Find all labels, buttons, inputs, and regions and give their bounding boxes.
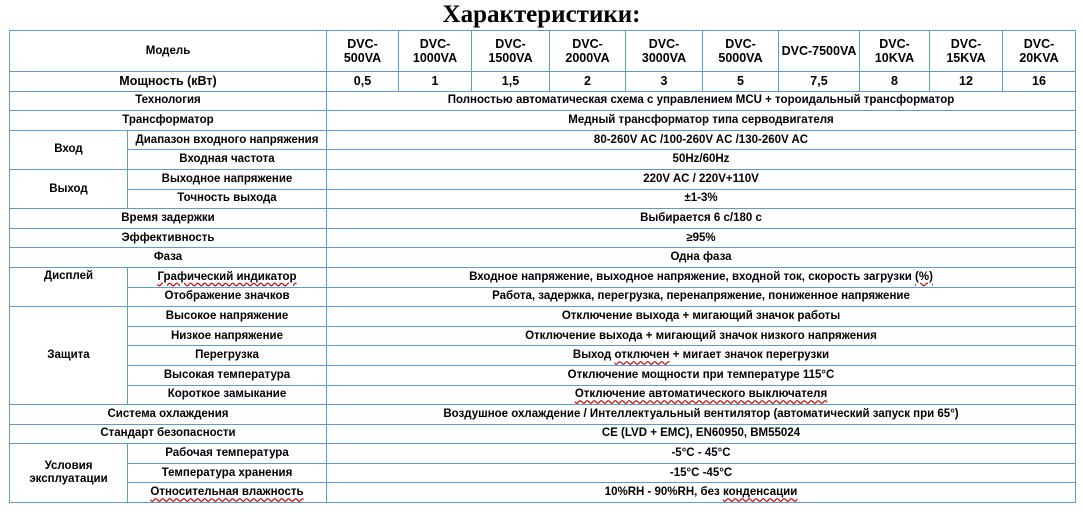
input-range-row [10, 130, 1076, 150]
display-graphic-row [10, 267, 1076, 287]
display-icons-row [10, 287, 1076, 307]
output-voltage-value: 220V AC / 220V+110V [327, 169, 1076, 189]
conditions-storage-temp-row [10, 463, 1076, 483]
display-graphic-value-text: Входное напряжение, выходное напряжение, входной ток, скорость загрузки [469, 270, 912, 283]
model-cell: DVC-500VA [327, 31, 399, 72]
model-cell: DVC-1000VA [399, 31, 472, 72]
input-group-label: Вход [10, 130, 128, 169]
protection-overload-value [327, 346, 1076, 366]
cooling-row [10, 405, 1076, 425]
protection-short-circuit-label: Короткое замыкание [128, 385, 327, 405]
conditions-work-temp-value: -5°C - 45°C [327, 444, 1076, 464]
delay-value: Выбирается 6 с/180 с [327, 209, 1076, 229]
display-icons-label: Отображение значков [128, 287, 327, 307]
model-header-label: Модель [10, 31, 327, 72]
output-accuracy-value: ±1-3% [327, 189, 1076, 209]
display-graphic-label [128, 267, 327, 287]
protection-low-voltage-value: Отключение выхода + мигающий значок низкого напряжения [327, 326, 1076, 346]
power-value: 0,5 [327, 72, 399, 92]
output-voltage-label: Выходное напряжение [128, 169, 327, 189]
power-value: 1,5 [472, 72, 550, 92]
model-cell: DVC-7500VA [779, 31, 860, 72]
efficiency-label: Эффективность [10, 228, 327, 248]
cooling-value: Воздушное охлаждение / Интеллектуальный вентилятор (автоматический запуск при 65°) [327, 405, 1076, 425]
phase-label: Фаза [10, 248, 327, 268]
protection-high-temp-row [10, 365, 1076, 385]
power-value: 5 [703, 72, 779, 92]
model-cell: DVC-20KVA [1003, 31, 1076, 72]
protection-high-voltage-label: Высокое напряжение [128, 307, 327, 327]
input-frequency-value: 50Hz/60Hz [327, 150, 1076, 170]
protection-short-circuit-row [10, 385, 1076, 405]
page-title: Характеристики: [442, 1, 641, 28]
protection-short-circuit-value-text: Отключение автоматического выключателя [574, 388, 828, 401]
power-value: 1 [399, 72, 472, 92]
protection-overload-value-c: + мигает значок перегрузки [672, 349, 830, 362]
power-value: 3 [626, 72, 703, 92]
display-graphic-value-unit: (%) [915, 270, 933, 283]
protection-high-temp-label: Высокая температура [128, 365, 327, 385]
phase-row [10, 248, 1076, 268]
conditions-work-temp-label: Рабочая температура [128, 444, 327, 464]
conditions-humidity-row [10, 483, 1076, 503]
conditions-humidity-label-text: Относительная влажность [150, 486, 304, 499]
power-value: 16 [1003, 72, 1076, 92]
protection-high-voltage-value: Отключение выхода + мигающий значок работы [327, 307, 1076, 327]
power-value: 2 [550, 72, 626, 92]
output-accuracy-row [10, 189, 1076, 209]
input-range-label: Диапазон входного напряжения [128, 130, 327, 150]
table-header-row [10, 31, 1076, 72]
phase-value: Одна фаза [327, 248, 1076, 268]
display-group-label: Дисплей [10, 267, 128, 306]
protection-high-voltage-row [10, 307, 1076, 327]
transformer-row [10, 111, 1076, 131]
efficiency-row [10, 228, 1076, 248]
technology-value: Полностью автоматическая схема с управлением MCU + тороидальный трансформатор [327, 91, 1076, 111]
display-graphic-label-text: Графический индикатор [157, 270, 297, 283]
protection-overload-value-a: Выход [572, 349, 612, 362]
model-cell: DVC-2000VA [550, 31, 626, 72]
transformer-value: Медный трансформатор типа серводвигателя [327, 111, 1076, 131]
model-cell: DVC-5000VA [703, 31, 779, 72]
technology-label: Технология [10, 91, 327, 111]
model-cell: DVC-10KVA [860, 31, 930, 72]
output-accuracy-label: Точность выхода [128, 189, 327, 209]
output-voltage-row [10, 169, 1076, 189]
display-icons-value: Работа, задержка, перегрузка, перенапряжение, пониженное напряжение [327, 287, 1076, 307]
conditions-humidity-value-b: конденсации [722, 486, 798, 499]
protection-overload-value-b: отключен [614, 349, 670, 362]
transformer-label: Трансформатор [10, 111, 327, 131]
delay-label: Время задержки [10, 209, 327, 229]
power-value: 8 [860, 72, 930, 92]
protection-high-temp-value: Отключение мощности при температуре 115°C [327, 365, 1076, 385]
efficiency-value: ≥95% [327, 228, 1076, 248]
safety-value: CE (LVD + EMC), EN60950, BM55024 [327, 424, 1076, 444]
power-value: 12 [930, 72, 1003, 92]
safety-row [10, 424, 1076, 444]
protection-low-voltage-label: Низкое напряжение [128, 326, 327, 346]
specifications-table [9, 30, 1076, 503]
input-frequency-label: Входная частота [128, 150, 327, 170]
input-range-value: 80-260V AC /100-260V AC /130-260V AC [327, 130, 1076, 150]
conditions-humidity-value-a: 10%RH - 90%RH, без [604, 486, 720, 499]
technology-row [10, 91, 1076, 111]
model-cell: DVC-1500VA [472, 31, 550, 72]
power-row [10, 72, 1076, 92]
conditions-work-temp-row [10, 444, 1076, 464]
conditions-humidity-label [128, 483, 327, 503]
power-label: Мощность (кВт) [10, 72, 327, 92]
input-frequency-row [10, 150, 1076, 170]
model-cell: DVC-3000VA [626, 31, 703, 72]
protection-low-voltage-row [10, 326, 1076, 346]
conditions-humidity-value [327, 483, 1076, 503]
power-value: 7,5 [779, 72, 860, 92]
cooling-label: Система охлаждения [10, 405, 327, 425]
conditions-group-label: Условия эксплуатации [10, 444, 128, 503]
protection-group-label: Защита [10, 307, 128, 405]
protection-overload-row [10, 346, 1076, 366]
output-group-label: Выход [10, 169, 128, 208]
protection-overload-label: Перегрузка [128, 346, 327, 366]
display-graphic-value [327, 267, 1076, 287]
conditions-storage-temp-value: -15°C -45°C [327, 463, 1076, 483]
conditions-storage-temp-label: Температура хранения [128, 463, 327, 483]
delay-row [10, 209, 1076, 229]
protection-short-circuit-value [327, 385, 1076, 405]
safety-label: Стандарт безопасности [10, 424, 327, 444]
model-cell: DVC-15KVA [930, 31, 1003, 72]
